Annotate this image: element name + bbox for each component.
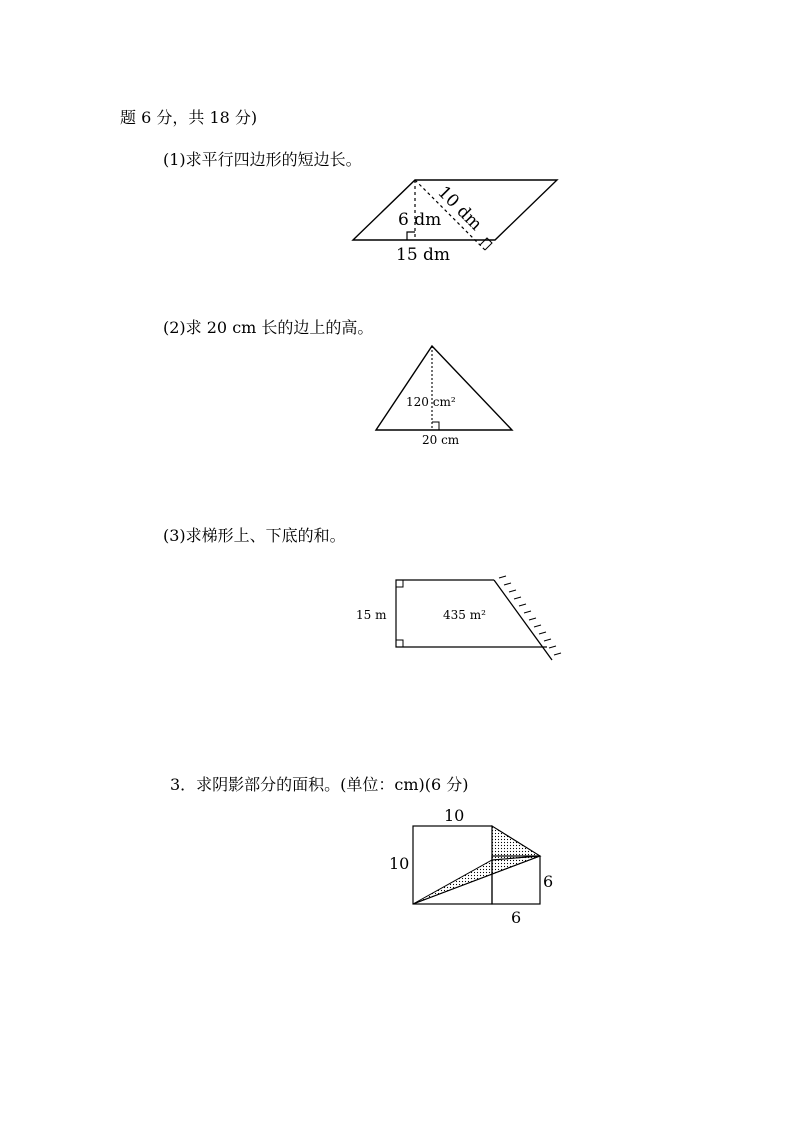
wall-line <box>494 580 552 660</box>
bottom-right-angle-mark <box>396 640 403 647</box>
diagonal-line <box>413 856 540 904</box>
section-header: 题 6 分，共 18 分) <box>120 108 258 127</box>
parallelogram-figure <box>345 172 565 272</box>
base-label: 20 cm <box>422 433 460 447</box>
height-label: 6 dm <box>398 210 442 230</box>
height-right-angle-mark <box>432 422 439 430</box>
shaded-area-figure <box>383 802 573 932</box>
shaded-triangle-upper <box>492 826 540 860</box>
triangle-figure <box>370 340 530 450</box>
problem-1-prompt: (1)求平行四边形的短边长。 <box>163 150 362 169</box>
base-label: 15 dm <box>396 245 451 265</box>
large-square <box>413 826 492 904</box>
side-label: 15 m <box>356 608 387 622</box>
slant-label: 10 dm <box>433 182 486 235</box>
right-side-label: 6 <box>543 872 554 891</box>
top-right-angle-mark <box>396 580 403 587</box>
bottom-side-label: 6 <box>511 908 522 927</box>
problem-2-prompt: (2)求 20 cm 长的边上的高。 <box>163 318 374 337</box>
height-right-angle-mark <box>407 232 415 240</box>
question-3-prompt: 3．求阴影部分的面积。(单位：cm)(6 分) <box>170 775 469 794</box>
problem-3-prompt: (3)求梯形上、下底的和。 <box>163 526 346 545</box>
trapezoid-figure <box>350 572 570 672</box>
top-side-label: 10 <box>444 806 465 825</box>
area-label: 120 cm² <box>406 395 456 409</box>
wall-hatch <box>499 576 561 655</box>
left-side-label: 10 <box>389 854 410 873</box>
area-label: 435 m² <box>443 608 486 622</box>
triangle-shape <box>376 346 512 430</box>
